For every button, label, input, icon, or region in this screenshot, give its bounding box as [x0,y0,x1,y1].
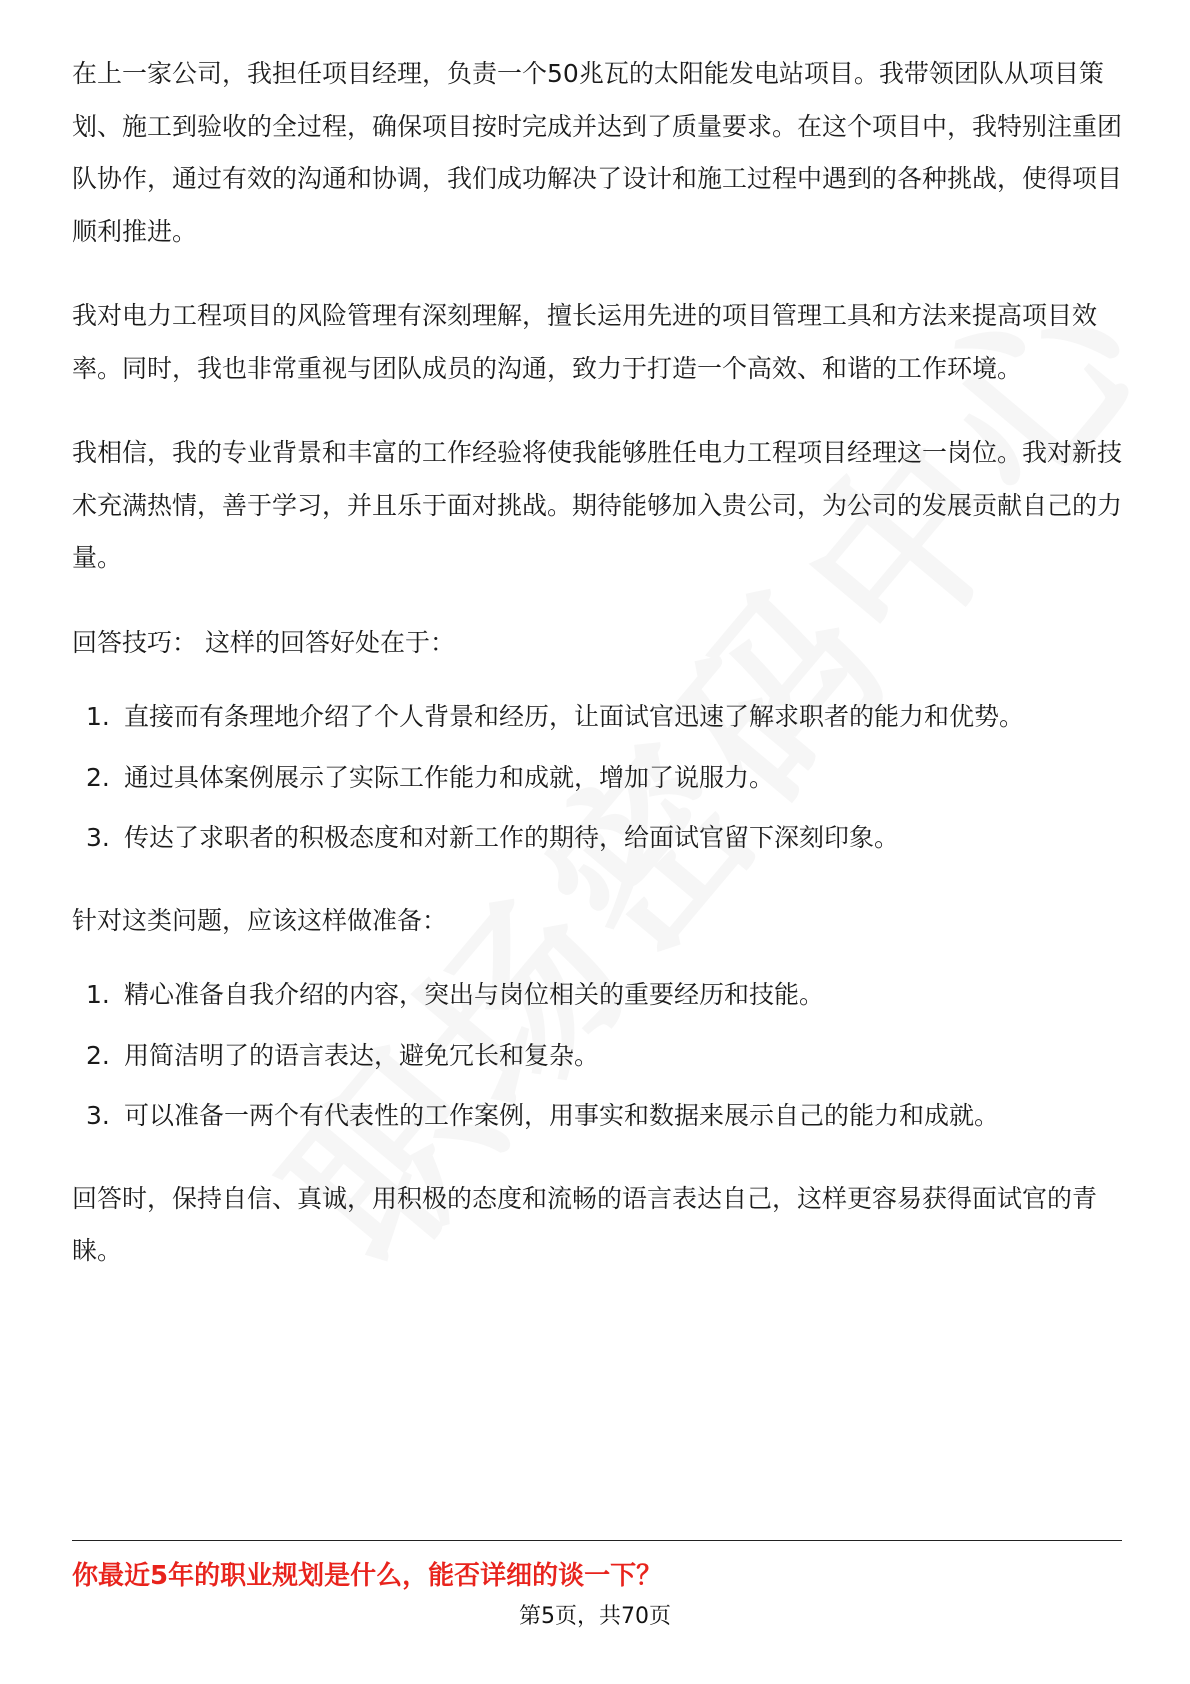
next-question-title: 你最近5年的职业规划是什么，能否详细的谈一下？ [72,1561,663,1591]
list-number: 3. [86,823,110,852]
tips-heading: 回答技巧： 这样的回答好处在于： [72,627,455,657]
list-item-text: 传达了求职者的积极态度和对新工作的期待，给面试官留下深刻印象。 [124,823,900,852]
paragraph-experience: 在上一家公司，我担任项目经理，负责一个50兆瓦的太阳能发电站项目。我带领团队从项目策划、施工到验收的全过程，确保项目按时完成并达到了质量要求。在这个项目中，我特别注重团队协作，通过有效的沟通和协调，我们成功解决了设计和施工过程中遇到的各种挑战，使得项目顺利推进。 [72,59,1123,246]
list-item-text: 直接而有条理地介绍了个人背景和经历，让面试官迅速了解求职者的能力和优势。 [124,702,1025,731]
list-number: 2. [86,762,110,792]
list-item [72,812,1122,865]
list-item-text: 用简洁明了的语言表达，避免冗长和复杂。 [124,1040,600,1070]
list-item-text: 精心准备自我介绍的内容，突出与岗位相关的重要经历和技能。 [124,980,825,1009]
list-item [72,691,1122,744]
paragraph-closing: 回答时，保持自信、真诚，用积极的态度和流畅的语言表达自己，这样更容易获得面试官的青睐。 [72,1183,1098,1265]
prep-heading: 针对这类问题，应该这样做准备： [72,905,448,935]
list-item-text: 通过具体案例展示了实际工作能力和成就，增加了说服力。 [124,762,775,792]
page-number: 第5页，共70页 [519,1604,671,1629]
list-number: 2. [86,1040,110,1070]
list-item [72,1030,1122,1083]
footer-divider [72,1540,1122,1541]
list-number: 1. [86,702,110,731]
main-content [72,48,1122,1310]
paragraph-conclusion: 我相信，我的专业背景和丰富的工作经验将使我能够胜任电力工程项目经理这一岗位。我对新技术充满热情，善于学习，并且乐于面对挑战。期待能够加入贵公司，为公司的发展贡献自己的力量。 [72,438,1123,572]
list-item [72,1090,1122,1143]
list-item [72,752,1122,805]
list-item-text: 可以准备一两个有代表性的工作案例，用事实和数据来展示自己的能力和成就。 [124,1101,1000,1130]
list-number: 1. [86,980,110,1009]
tips-list [72,691,1122,865]
list-number: 3. [86,1101,110,1130]
prep-list [72,969,1122,1143]
paragraph-risk-management: 我对电力工程项目的风险管理有深刻理解，擅长运用先进的项目管理工具和方法来提高项目效率。同时，我也非常重视与团队成员的沟通，致力于打造一个高效、和谐的工作环境。 [72,301,1098,383]
list-item [72,969,1122,1022]
